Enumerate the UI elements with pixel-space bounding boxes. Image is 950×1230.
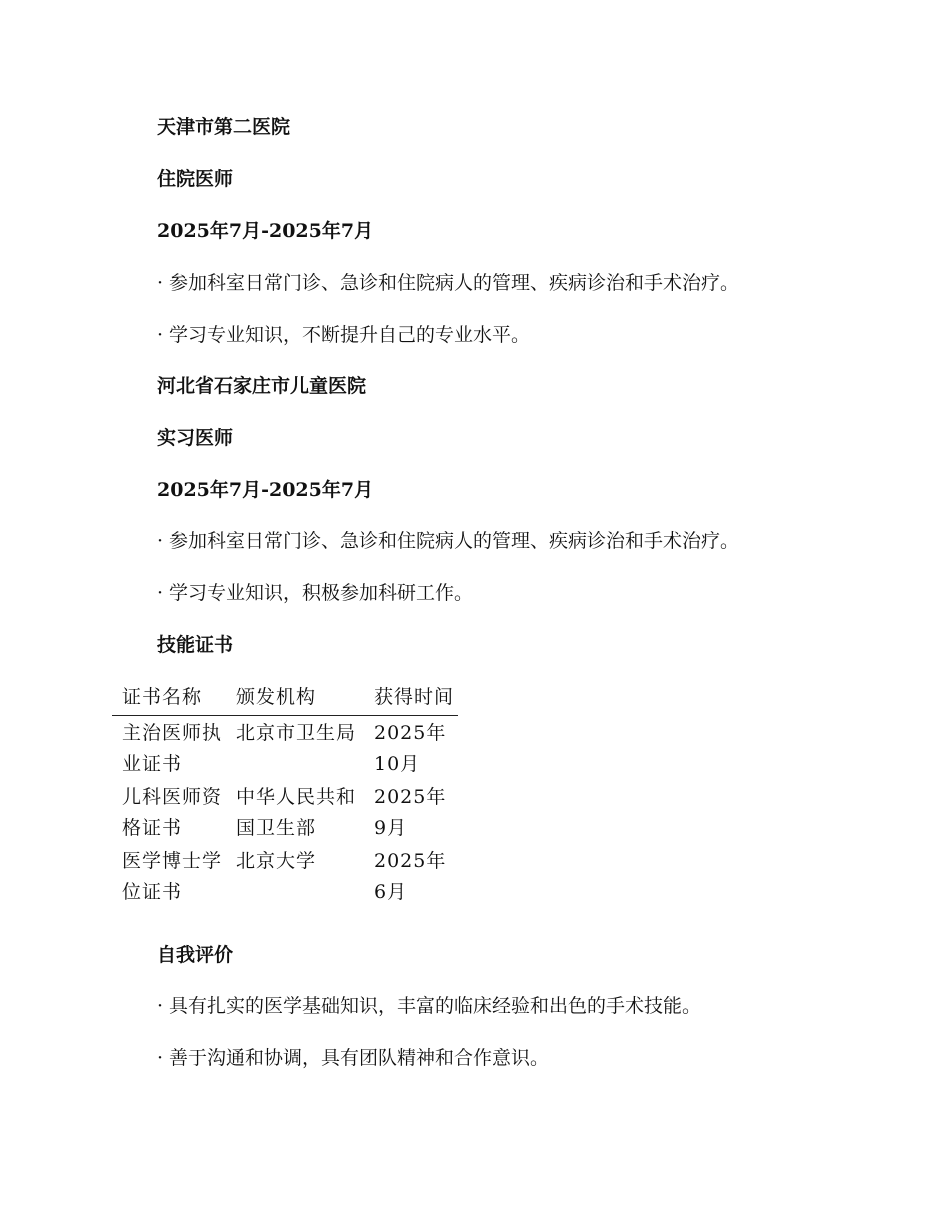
position-title: 实习医师 [157,427,234,449]
certificates-table [112,682,458,908]
evaluation-text: 具有扎实的医学基础知识，丰富的临床经验和出色的手术技能。 [169,995,702,1017]
table-header-row [112,682,458,716]
issuing-authority: 中华人民共和国卫生部 [236,786,357,839]
bullet-icon: · [157,582,164,604]
evaluation-item [157,1045,549,1071]
bullet-icon: · [157,995,164,1017]
column-header: 获得时间 [364,682,458,716]
section-title-self-evaluation: 自我评价 [157,944,234,966]
certificate-name: 主治医师执业证书 [122,722,223,775]
duty-item [157,322,530,348]
section-title-certificates: 技能证书 [157,634,234,656]
work-period: 2025年7月-2025年7月 [157,479,374,501]
duty-text: 学习专业知识，不断提升自己的专业水平。 [169,324,531,346]
column-header: 颁发机构 [226,682,364,716]
duty-text: 学习专业知识，积极参加科研工作。 [169,582,474,604]
duty-item [157,270,739,296]
position-title: 住院医师 [157,168,234,190]
bullet-icon: · [157,530,164,552]
issuing-authority: 北京市卫生局 [236,722,357,744]
duty-item [157,528,739,554]
bullet-icon: · [157,324,164,346]
duty-item [157,580,473,606]
duty-text: 参加科室日常门诊、急诊和住院病人的管理、疾病诊治和手术治疗。 [169,530,740,552]
duty-text: 参加科室日常门诊、急诊和住院病人的管理、疾病诊治和手术治疗。 [169,272,740,294]
table-row [112,844,458,908]
obtained-date: 2025年10月 [374,722,447,775]
hospital-name: 河北省石家庄市儿童医院 [157,375,367,397]
certificate-name: 医学博士学位证书 [122,850,223,903]
evaluation-text: 善于沟通和协调，具有团队精神和合作意识。 [169,1047,550,1069]
bullet-icon: · [157,1047,164,1069]
obtained-date: 2025年6月 [374,850,447,903]
hospital-name: 天津市第二医院 [157,116,291,138]
work-period: 2025年7月-2025年7月 [157,220,374,242]
certificate-name: 儿科医师资格证书 [122,786,223,839]
bullet-icon: · [157,272,164,294]
table-row [112,716,458,781]
column-header: 证书名称 [112,682,226,716]
obtained-date: 2025年9月 [374,786,447,839]
table-row [112,780,458,844]
issuing-authority: 北京大学 [236,850,317,872]
evaluation-item [157,993,701,1019]
